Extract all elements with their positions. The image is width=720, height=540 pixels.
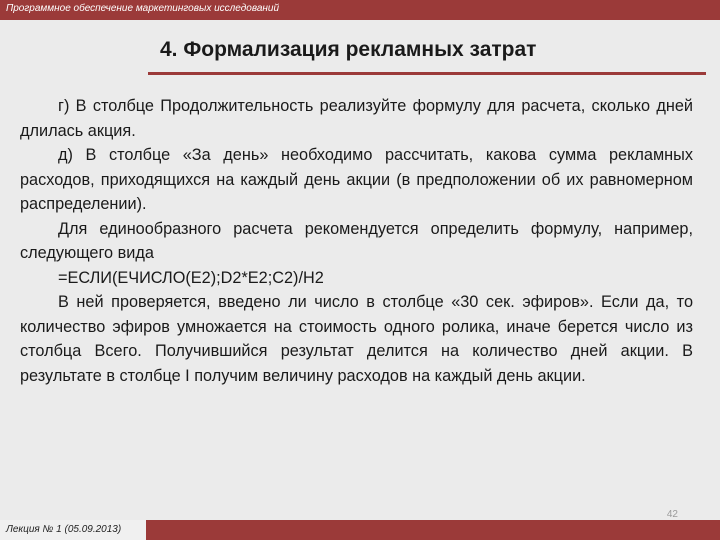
footer-band (0, 520, 720, 540)
slide-body (20, 94, 693, 388)
page-number: 42 (666, 509, 678, 520)
header-band (0, 0, 720, 20)
footer-label-box (0, 520, 146, 540)
paragraph-explanation: В ней проверяется, введено ли число в столбце «30 сек. эфиров». Если да, то количество эфиров умножается на стоимость одного ролика, иначе берется число из столбца Всего. Получившийся результат делится на количество дней акции. В результате в столбце I получим величину расходов на каждый день акции. (20, 293, 693, 385)
paragraph-recommendation: Для единообразного расчета рекомендуется определить формулу, например, следующего вида (20, 219, 693, 262)
lecture-label: Лекция № 1 (05.09.2013) (6, 524, 122, 535)
course-title: Программное обеспечение маркетинговых исследований (6, 3, 280, 14)
paragraph-g: г) В столбце Продолжительность реализуйте формулу для расчета, сколько дней длилась акция. (20, 97, 693, 140)
paragraph-d: д) В столбце «За день» необходимо рассчитать, какова сумма рекламных расходов, приходящихся на каждый день акции (в предположении об их равномерном распределении). (20, 146, 693, 213)
title-underline (148, 72, 706, 75)
slide-title: 4. Формализация рекламных затрат (160, 38, 537, 61)
formula-text: =ЕСЛИ(ЕЧИСЛО(E2);D2*E2;C2)/H2 (58, 268, 324, 287)
